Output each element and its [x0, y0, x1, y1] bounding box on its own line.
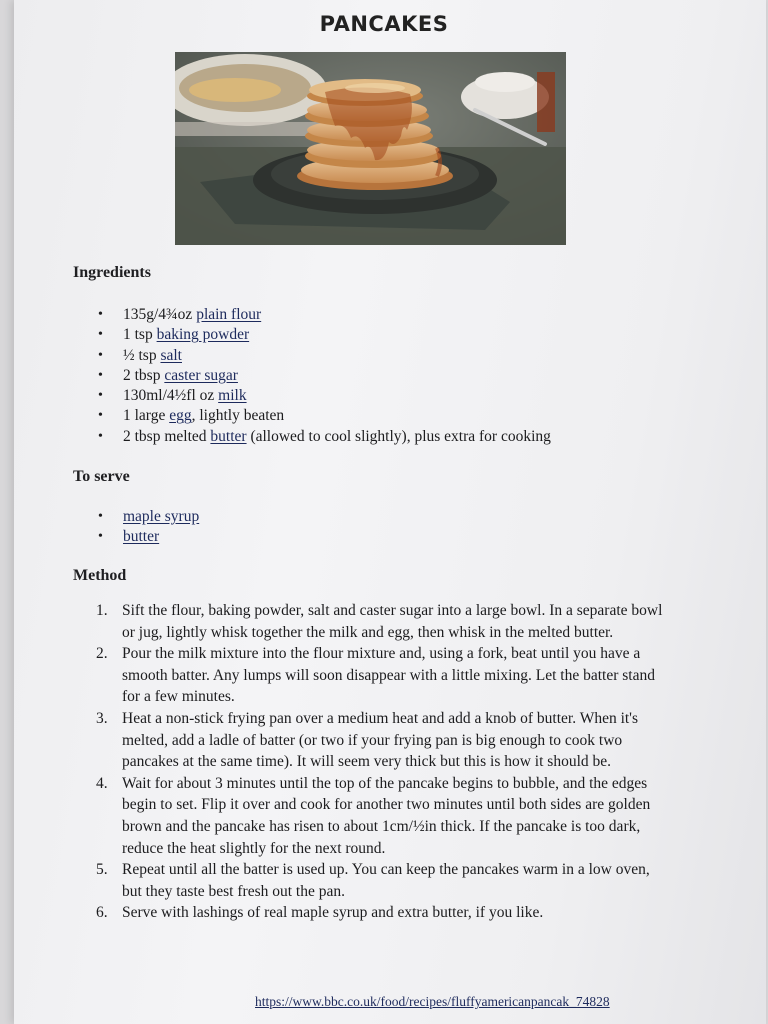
ingredient-quantity: 2 tbsp melted	[123, 427, 211, 445]
step-number: 6.	[96, 904, 108, 922]
step-text: Serve with lashings of real maple syrup and extra butter, if you like.	[122, 904, 544, 922]
to-serve-list	[98, 507, 199, 548]
ingredient-quantity: 135g/4¾oz	[123, 306, 197, 323]
list-item	[98, 386, 551, 406]
ingredient-quantity: 130ml/4½fl oz	[123, 387, 219, 405]
ingredient-note: , lightly beaten	[191, 407, 285, 425]
method-step	[96, 643, 666, 708]
ingredient-quantity: 1 tsp	[123, 326, 157, 344]
list-item	[98, 325, 551, 345]
step-text: Repeat until all the batter is used up. You can keep the pancakes warm in a low oven, but they taste best fresh out the pan.	[122, 861, 650, 900]
ingredient-quantity: 2 tbsp	[123, 366, 165, 384]
method-step	[96, 708, 666, 773]
method-step	[96, 600, 666, 643]
ingredient-link[interactable]: salt	[160, 346, 182, 364]
ingredient-link[interactable]: plain flour	[196, 306, 262, 323]
list-item	[98, 427, 551, 447]
list-item	[98, 346, 551, 366]
step-text: Pour the milk mixture into the flour mixture and, using a fork, beat until you have a smooth batter. Any lumps will soon disappear with a little mixing. Let the batter stand for a few minutes.	[122, 645, 655, 706]
ingredient-note: (allowed to cool slightly), plus extra for cooking	[246, 427, 551, 445]
step-text: Sift the flour, baking powder, salt and caster sugar into a large bowl. In a separate bowl or jug, lightly whisk together the milk and egg, then whisk in the melted butter.	[122, 602, 663, 641]
page-title: PANCAKES	[319, 12, 449, 36]
method-step	[96, 902, 666, 924]
ingredient-quantity: ½ tsp	[123, 346, 161, 364]
list-item	[98, 366, 551, 386]
ingredient-link[interactable]: caster sugar	[164, 366, 238, 384]
ingredients-heading: Ingredients	[73, 264, 151, 281]
ingredients-list	[98, 305, 551, 447]
ingredient-link[interactable]: milk	[218, 387, 247, 405]
recipe-photo	[175, 52, 566, 245]
ingredient-quantity: 1 large	[123, 407, 170, 425]
ingredient-link[interactable]: butter	[210, 427, 247, 445]
serve-link-maple-syrup[interactable]: maple syrup	[123, 508, 200, 525]
step-text: Heat a non-stick frying pan over a medium heat and add a knob of butter. When it's melted, add a ladle of batter (or two if your frying pan is big enough to cook two pancakes at the same time). It will seem very thick but this is how it should be.	[122, 709, 639, 771]
step-number: 1.	[96, 602, 108, 619]
method-steps	[96, 600, 666, 924]
step-number: 5.	[96, 861, 108, 879]
method-step	[96, 773, 666, 859]
to-serve-heading: To serve	[73, 468, 130, 485]
list-item	[98, 527, 199, 547]
method-heading: Method	[73, 567, 127, 584]
step-number: 4.	[96, 774, 108, 792]
step-text: Wait for about 3 minutes until the top of the pancake begins to bubble, and the edges begin to set. Flip it over and cook for another two minutes until both sides are golden brown and the pancake has risen to about 1cm/½in thick. If the pancake is too dark, reduce the heat slightly for the next round.	[122, 774, 651, 857]
method-step	[96, 859, 666, 902]
source-url-link[interactable]: https://www.bbc.co.uk/food/recipes/fluffyamericanpancak_74828	[255, 994, 610, 1009]
ingredient-link[interactable]: egg	[169, 407, 192, 425]
step-number: 2.	[96, 645, 108, 663]
list-item	[98, 406, 551, 426]
step-number: 3.	[96, 709, 108, 727]
list-item	[98, 507, 199, 527]
list-item	[98, 305, 551, 325]
ingredient-link[interactable]: baking powder	[156, 326, 250, 344]
serve-link-butter[interactable]: butter	[123, 528, 160, 546]
